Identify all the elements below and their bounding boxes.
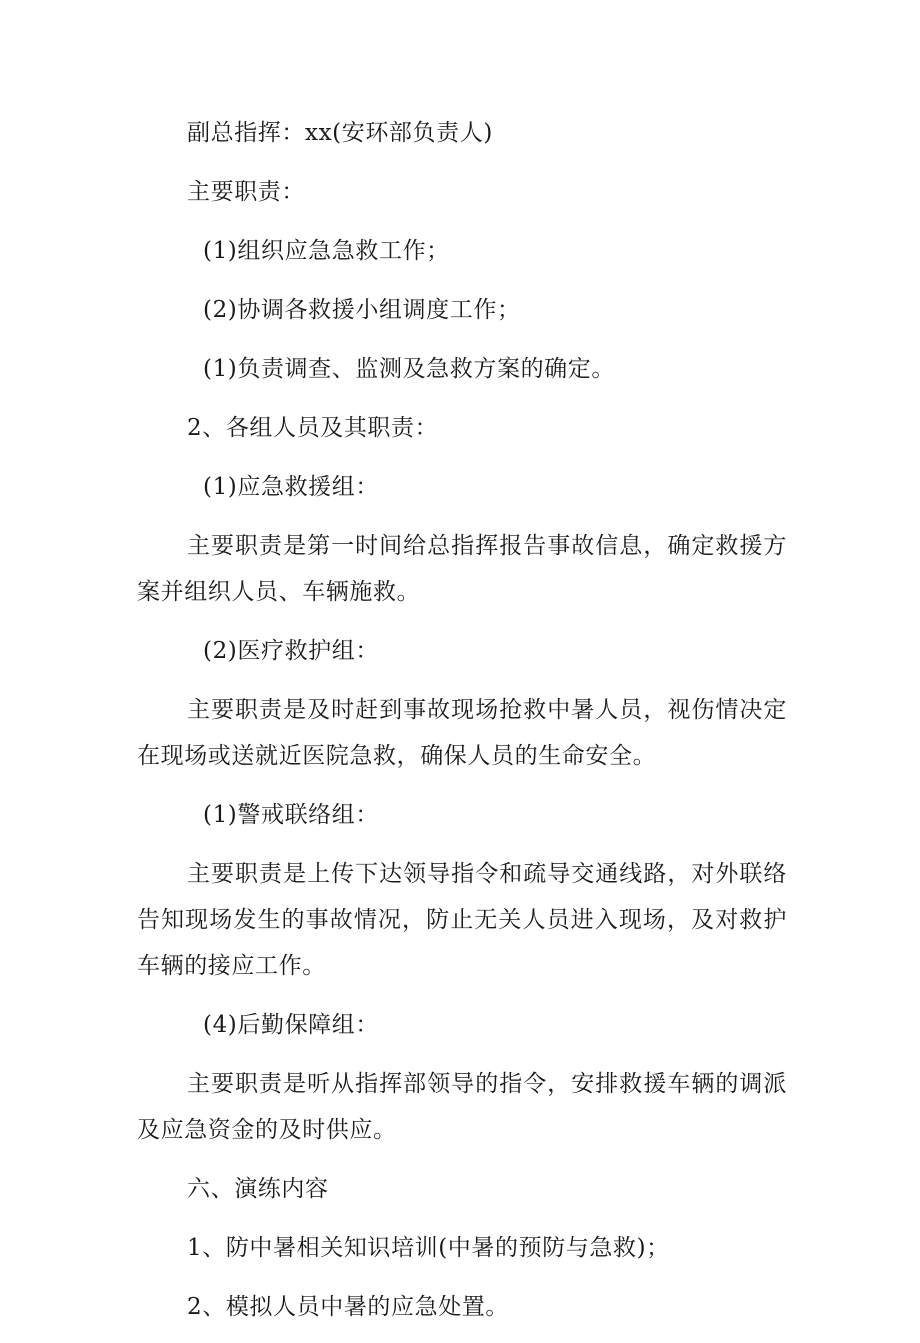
paragraph-section-6-heading: 六、演练内容 xyxy=(187,1176,329,1202)
paragraph-medical-group-duties: 主要职责是及时赶到事故现场抢救中暑人员，视伤情决定在现场或送就近医院急救，确保人员的生命安全。 xyxy=(137,697,787,769)
paragraph-logistics-group-heading: (4)后勤保障组： xyxy=(203,1012,379,1038)
paragraph-rescue-group-duties: 主要职责是第一时间给总指挥报告事故信息，确定救援方案并组织人员、车辆施救。 xyxy=(137,533,787,605)
paragraph-section-2-heading: 2、各组人员及其职责： xyxy=(187,415,439,441)
paragraph-duty-1: (1)组织应急急救工作； xyxy=(203,238,450,264)
paragraph-liaison-group-duties: 主要职责是上传下达领导指令和疏导交通线路，对外联络告知现场发生的事故情况，防止无关人员进入现场，及对救护车辆的接应工作。 xyxy=(137,861,787,979)
paragraph-deputy-commander: 副总指挥：xx(安环部负责人) xyxy=(187,120,493,146)
paragraph-rescue-group-heading: (1)应急救援组： xyxy=(203,474,379,500)
paragraph-duty-2: (2)协调各救援小组调度工作； xyxy=(203,297,521,323)
document-body xyxy=(137,110,787,1343)
paragraph-liaison-group-heading: (1)警戒联络组： xyxy=(203,802,379,828)
paragraph-duty-3: (1)负责调查、监测及急救方案的确定。 xyxy=(203,356,615,382)
paragraph-drill-item-2: 2、模拟人员中暑的应急处置。 xyxy=(187,1294,510,1320)
paragraph-drill-item-1: 1、防中暑相关知识培训(中暑的预防与急救)； xyxy=(187,1235,670,1261)
paragraph-logistics-group-duties: 主要职责是听从指挥部领导的指令，安排救援车辆的调派及应急资金的及时供应。 xyxy=(137,1071,787,1143)
paragraph-medical-group-heading: (2)医疗救护组： xyxy=(203,638,379,664)
paragraph-main-duties-heading: 主要职责： xyxy=(187,179,305,205)
